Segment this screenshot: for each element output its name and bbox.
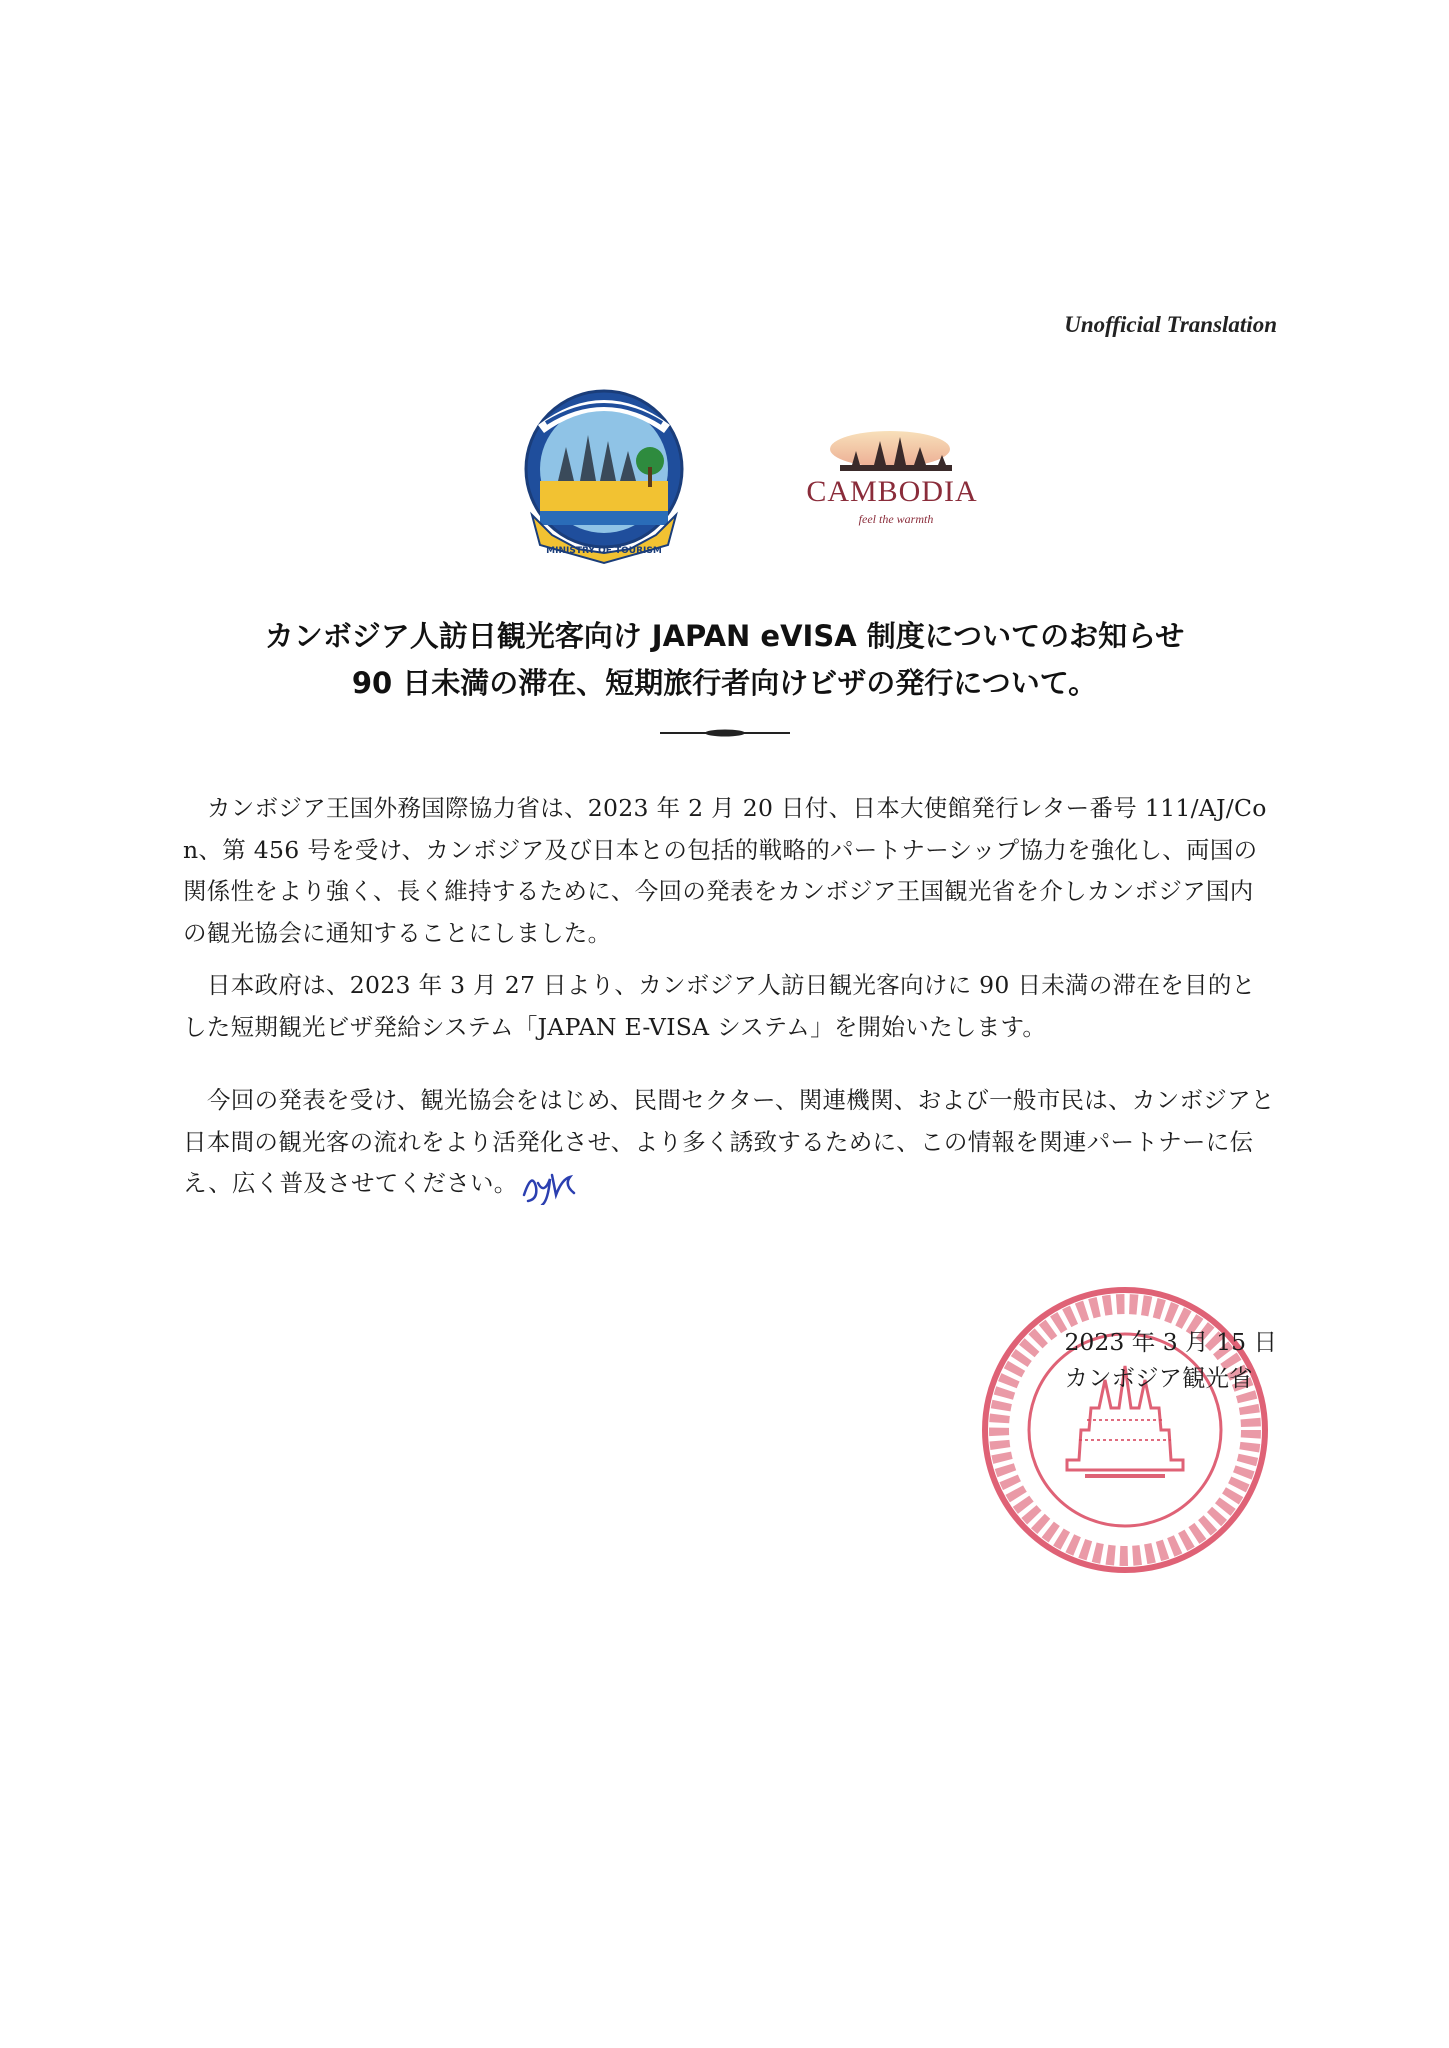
ornamental-divider [660, 726, 790, 740]
ministry-logo-text: MINISTRY OF TOURISM [546, 546, 662, 556]
body-paragraph-2: 日本政府は、2023 年 3 月 27 日より、カンボジア人訪日観光客向けに 90 日未満の滞在を目的とした短期観光ビザ発給システム「JAPAN E-VISA システム」を開始いたします。 [183, 971, 1256, 1041]
issuing-authority: カンボジア観光省 [1064, 1364, 1253, 1392]
cambodia-kingdom-of-wonder-logo [790, 427, 995, 527]
document-title [0, 613, 1449, 707]
title-line-2: 90 日未満の滞在、短期旅行者向けビザの発行について。 [351, 666, 1098, 700]
body-paragraph-3 [183, 1080, 1275, 1205]
issue-date: 2023 年 3 月 15 日 [1064, 1328, 1277, 1356]
unofficial-translation-label: Unofficial Translation [1064, 312, 1277, 337]
body-paragraph-3-text: 今回の発表を受け、観光協会をはじめ、民間セクター、関連機関、および一般市民は、カンボジアと日本間の観光客の流れをより活発化させ、より多く誘致するために、この情報を関連パートナーに伝え、広く普及させてください。 [183, 1086, 1275, 1197]
cambodia-tagline-text: feel the warmth [858, 512, 934, 526]
handwritten-initials [518, 1165, 578, 1205]
title-line-1: カンボジア人訪日観光客向け JAPAN eVISA 制度についてのお知らせ [264, 619, 1185, 653]
body-paragraph-1: カンボジア王国外務国際協力省は、2023 年 2 月 20 日付、日本大使館発行レター番号 111/AJ/Con、第 456 号を受け、カンボジア及び日本との包括的戦略的パートナーシップ協力を強化し、両国の関係性をより強く、長く維持するために、今回の発表をカンボジア王国観光省を介しカンボジア国内の観光協会に通知することにしました。 [183, 794, 1267, 947]
signature-block [1064, 1324, 1277, 1396]
ministry-of-tourism-logo [518, 385, 690, 565]
logo-row [0, 385, 1449, 565]
cambodia-brand-text: CAMBODIA [806, 475, 978, 508]
